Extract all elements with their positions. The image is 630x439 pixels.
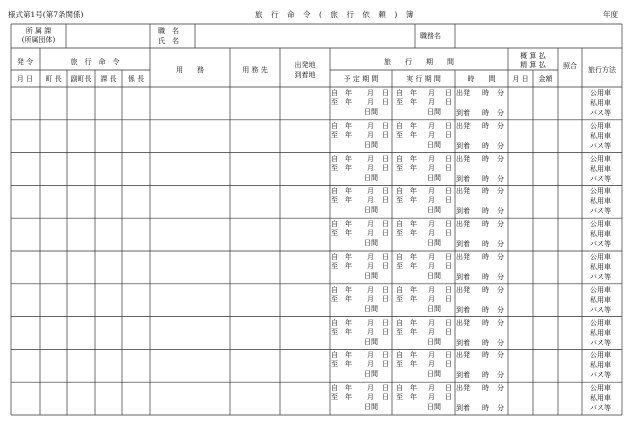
row-field-year: 年 (410, 253, 417, 261)
row-field-minute: 分 (497, 351, 504, 360)
row-field-hour: 時 (482, 109, 489, 117)
row-field-month: 月 (428, 327, 435, 336)
row-field-to: 至 (396, 360, 403, 369)
row-field-hour: 時 (482, 89, 489, 97)
row-field-method-3: バス等 (590, 404, 611, 413)
row-field-month: 月 (367, 253, 374, 261)
row-field-arrive: 到着 (456, 404, 470, 413)
row-field-month: 月 (428, 285, 435, 294)
row-field-depart: 出発 (456, 187, 470, 196)
row-field-year: 年 (410, 121, 417, 130)
row-field-year: 年 (345, 121, 352, 130)
row-field-arrive: 到着 (456, 141, 470, 150)
page-title: 旅 行 命 令 ( 旅 行 依 頼 ) 簿 (255, 10, 414, 19)
row-field-day: 日 (382, 130, 389, 139)
row-field-arrive: 到着 (456, 338, 470, 347)
row-field-day: 日 (382, 294, 389, 303)
row-field-minute: 分 (497, 174, 504, 183)
row-field-method-1: 公用車 (590, 384, 611, 393)
row-field-minute: 分 (497, 305, 504, 314)
row-field-to: 至 (396, 327, 403, 336)
row-field-method-2: 私用車 (590, 131, 611, 140)
row-field-days: 日間 (364, 403, 378, 412)
name-label: 氏 名 (158, 37, 179, 45)
row-field-days: 日間 (364, 173, 378, 182)
row-field-to: 至 (331, 229, 338, 238)
job-title-label: 職務名 (420, 32, 441, 40)
row-field-day: 日 (445, 196, 452, 205)
row-field-month: 月 (367, 220, 374, 229)
row-field-day: 日 (382, 154, 389, 163)
row-field-month: 月 (428, 294, 435, 303)
row-field-minute: 分 (497, 285, 504, 294)
row-field-minute: 分 (497, 121, 504, 130)
row-field-method-3: バス等 (590, 109, 611, 117)
row-field-year: 年 (410, 187, 417, 196)
row-field-day: 日 (382, 285, 389, 294)
row-field-month: 月 (428, 360, 435, 369)
row-field-day: 日 (445, 294, 452, 303)
row-field-hour: 時 (482, 404, 489, 413)
row-field-minute: 分 (497, 318, 504, 327)
row-field-arrive: 到着 (456, 207, 470, 216)
row-field-to: 至 (331, 294, 338, 303)
row-field-arrive: 到着 (456, 305, 470, 314)
row-field-days: 日間 (427, 108, 441, 116)
row-field-method-2: 私用車 (590, 328, 611, 337)
row-field-year: 年 (410, 393, 417, 402)
row-field-month: 月 (428, 130, 435, 139)
row-field-minute: 分 (497, 187, 504, 196)
row-field-day: 日 (445, 351, 452, 360)
row-field-minute: 分 (497, 253, 504, 261)
row-field-method-2: 私用車 (590, 361, 611, 370)
row-field-to: 至 (396, 98, 403, 106)
year-label: 年度 (603, 10, 618, 19)
row-field-method-1: 公用車 (590, 318, 611, 327)
row-field-month: 月 (367, 89, 374, 97)
row-field-depart: 出発 (456, 121, 470, 130)
row-field-from: 自 (331, 285, 338, 294)
row-field-year: 年 (410, 163, 417, 172)
row-field-day: 日 (382, 384, 389, 393)
row-field-month: 月 (367, 327, 374, 336)
row-field-arrive: 到着 (456, 109, 470, 117)
row-field-method-2: 私用車 (590, 197, 611, 206)
row-field-days: 日間 (364, 304, 378, 313)
row-field-month: 月 (428, 196, 435, 205)
row-field-month: 月 (428, 98, 435, 106)
row-field-day: 日 (382, 351, 389, 360)
row-field-minute: 分 (497, 384, 504, 393)
row-field-minute: 分 (497, 338, 504, 347)
row-field-month: 月 (428, 163, 435, 172)
row-field-month: 月 (428, 89, 435, 97)
row-field-year: 年 (345, 163, 352, 172)
row-field-method-3: バス等 (590, 174, 611, 183)
row-field-year: 年 (410, 130, 417, 139)
row-field-from: 自 (331, 253, 338, 261)
row-field-method-2: 私用車 (590, 99, 611, 107)
row-field-method-3: バス等 (590, 338, 611, 347)
row-field-depart: 出発 (456, 285, 470, 294)
row-field-from: 自 (396, 187, 403, 196)
row-field-day: 日 (445, 318, 452, 327)
row-field-day: 日 (382, 220, 389, 229)
row-field-from: 自 (331, 351, 338, 360)
row-field-month: 月 (428, 154, 435, 163)
row-field-minute: 分 (497, 154, 504, 163)
row-field-month: 月 (428, 262, 435, 270)
row-field-method-3: バス等 (590, 273, 611, 281)
row-field-month: 月 (367, 163, 374, 172)
row-field-hour: 時 (482, 351, 489, 360)
row-field-year: 年 (345, 220, 352, 229)
row-field-from: 自 (396, 220, 403, 229)
row-field-year: 年 (345, 393, 352, 402)
row-field-minute: 分 (497, 240, 504, 249)
row-field-month: 月 (367, 360, 374, 369)
form-code: 様式第1号(第7条関係) (8, 10, 84, 19)
row-field-to: 至 (331, 393, 338, 402)
row-field-hour: 時 (482, 318, 489, 327)
row-field-method-3: バス等 (590, 207, 611, 216)
row-field-year: 年 (410, 89, 417, 97)
row-field-depart: 出発 (456, 384, 470, 393)
row-field-year: 年 (410, 285, 417, 294)
row-field-from: 自 (331, 384, 338, 393)
row-field-method-1: 公用車 (590, 154, 611, 163)
dept-sub-label: (所属団体) (21, 36, 56, 44)
vice-mayor-header: 副町長 (70, 75, 92, 83)
row-field-arrive: 到着 (456, 240, 470, 249)
row-field-from: 自 (331, 121, 338, 130)
estimate-header: 概 算 払 (520, 52, 546, 60)
row-field-method-2: 私用車 (590, 230, 611, 239)
row-field-to: 至 (396, 196, 403, 205)
row-field-month: 月 (367, 351, 374, 360)
row-field-day: 日 (445, 384, 452, 393)
row-field-month: 月 (367, 187, 374, 196)
row-field-day: 日 (445, 360, 452, 369)
row-field-hour: 時 (482, 220, 489, 229)
row-field-days: 日間 (427, 272, 441, 280)
row-field-year: 年 (410, 154, 417, 163)
row-field-year: 年 (345, 89, 352, 97)
row-field-from: 自 (396, 89, 403, 97)
row-field-month: 月 (428, 229, 435, 238)
row-field-from: 自 (331, 187, 338, 196)
row-field-depart: 出発 (456, 253, 470, 261)
row-field-method-1: 公用車 (590, 187, 611, 196)
row-field-to: 至 (331, 262, 338, 270)
row-field-month: 月 (367, 121, 374, 130)
row-field-year: 年 (410, 196, 417, 205)
row-field-year: 年 (345, 229, 352, 238)
row-field-year: 年 (345, 327, 352, 336)
row-field-month: 月 (428, 220, 435, 229)
row-field-method-2: 私用車 (590, 263, 611, 271)
row-field-day: 日 (382, 163, 389, 172)
row-field-year: 年 (345, 187, 352, 196)
row-field-to: 至 (396, 393, 403, 402)
row-field-day: 日 (445, 163, 452, 172)
row-field-month: 月 (428, 121, 435, 130)
row-field-to: 至 (396, 262, 403, 270)
time-header: 時 間 (467, 75, 496, 83)
row-field-month: 月 (428, 318, 435, 327)
row-field-day: 日 (445, 130, 452, 139)
row-field-hour: 時 (482, 174, 489, 183)
row-field-day: 日 (382, 121, 389, 130)
row-field-method-3: バス等 (590, 141, 611, 150)
row-field-to: 至 (331, 360, 338, 369)
row-field-year: 年 (345, 253, 352, 261)
row-field-days: 日間 (427, 239, 441, 248)
row-field-year: 年 (410, 318, 417, 327)
row-field-to: 至 (331, 163, 338, 172)
row-field-year: 年 (345, 262, 352, 270)
row-field-method-1: 公用車 (590, 89, 611, 97)
row-field-year: 年 (345, 98, 352, 106)
row-field-day: 日 (445, 327, 452, 336)
row-field-days: 日間 (427, 403, 441, 412)
row-field-year: 年 (410, 384, 417, 393)
row-field-from: 自 (396, 318, 403, 327)
row-field-from: 自 (396, 121, 403, 130)
row-field-month: 月 (367, 196, 374, 205)
row-field-method-1: 公用車 (590, 351, 611, 360)
destination-header: 用 務 先 (242, 66, 268, 74)
row-field-month: 月 (367, 318, 374, 327)
planned-header: 予 定 期 間 (343, 75, 379, 83)
row-field-day: 日 (445, 262, 452, 270)
row-field-depart: 出発 (456, 220, 470, 229)
row-field-minute: 分 (497, 404, 504, 413)
row-field-year: 年 (345, 154, 352, 163)
row-field-year: 年 (410, 229, 417, 238)
row-field-day: 日 (445, 154, 452, 163)
row-field-month: 月 (428, 393, 435, 402)
row-field-month: 月 (428, 351, 435, 360)
row-field-method-3: バス等 (590, 371, 611, 380)
row-field-to: 至 (331, 327, 338, 336)
row-field-day: 日 (445, 393, 452, 402)
row-field-minute: 分 (497, 273, 504, 281)
row-field-hour: 時 (482, 121, 489, 130)
row-field-from: 自 (331, 318, 338, 327)
row-field-days: 日間 (427, 370, 441, 379)
row-field-month: 月 (367, 154, 374, 163)
actual-header: 実 行 期 間 (406, 75, 441, 83)
row-field-year: 年 (410, 98, 417, 106)
row-field-days: 日間 (364, 140, 378, 149)
row-field-day: 日 (382, 187, 389, 196)
row-field-hour: 時 (482, 141, 489, 150)
row-field-year: 年 (410, 360, 417, 369)
row-field-hour: 時 (482, 240, 489, 249)
row-field-month: 月 (367, 98, 374, 106)
row-field-days: 日間 (427, 337, 441, 346)
row-field-minute: 分 (497, 220, 504, 229)
month-day-header: 月 日 (512, 75, 529, 83)
arrive-place-header: 到着地 (294, 71, 316, 79)
row-field-from: 自 (396, 351, 403, 360)
row-field-year: 年 (410, 262, 417, 270)
staff-chief-header: 係 長 (127, 75, 145, 83)
row-field-day: 日 (382, 262, 389, 270)
row-field-from: 自 (396, 154, 403, 163)
row-field-from: 自 (331, 154, 338, 163)
row-field-from: 自 (396, 253, 403, 261)
row-field-hour: 時 (482, 371, 489, 380)
row-field-from: 自 (331, 220, 338, 229)
row-field-day: 日 (382, 253, 389, 261)
row-field-to: 至 (331, 98, 338, 106)
row-field-to: 至 (396, 229, 403, 238)
row-field-day: 日 (445, 89, 452, 97)
row-field-minute: 分 (497, 109, 504, 117)
row-field-day: 日 (445, 220, 452, 229)
row-field-day: 日 (382, 196, 389, 205)
section-chief-header: 課 長 (100, 75, 117, 83)
row-field-depart: 出発 (456, 89, 470, 97)
row-field-hour: 時 (482, 338, 489, 347)
settlement-header: 精 算 払 (520, 61, 546, 69)
row-field-days: 日間 (364, 239, 378, 248)
row-field-method-1: 公用車 (590, 253, 611, 261)
row-field-year: 年 (345, 196, 352, 205)
row-field-days: 日間 (427, 304, 441, 313)
row-field-method-3: バス等 (590, 240, 611, 249)
row-field-hour: 時 (482, 384, 489, 393)
row-field-from: 自 (396, 285, 403, 294)
row-field-days: 日間 (364, 108, 378, 116)
row-field-arrive: 到着 (456, 273, 470, 281)
row-field-from: 自 (396, 384, 403, 393)
row-field-day: 日 (445, 187, 452, 196)
dept-label: 所 属 課 (25, 27, 52, 35)
row-field-day: 日 (382, 360, 389, 369)
depart-place-header: 出発地 (294, 61, 316, 69)
row-field-minute: 分 (497, 207, 504, 216)
row-field-method-2: 私用車 (590, 394, 611, 403)
row-field-month: 月 (367, 262, 374, 270)
row-field-year: 年 (410, 294, 417, 303)
row-field-day: 日 (382, 327, 389, 336)
issue-header: 発 令 (16, 58, 34, 66)
row-field-year: 年 (410, 220, 417, 229)
row-field-day: 日 (382, 318, 389, 327)
row-field-month: 月 (367, 393, 374, 402)
check-header: 照合 (563, 62, 577, 70)
business-header: 用 務 (176, 66, 204, 74)
row-field-day: 日 (382, 98, 389, 106)
row-field-to: 至 (396, 130, 403, 139)
row-field-year: 年 (410, 327, 417, 336)
row-field-method-1: 公用車 (590, 285, 611, 294)
row-field-days: 日間 (364, 337, 378, 346)
row-field-days: 日間 (427, 206, 441, 215)
row-field-hour: 時 (482, 207, 489, 216)
row-field-day: 日 (382, 229, 389, 238)
row-field-method-2: 私用車 (590, 164, 611, 173)
row-field-year: 年 (345, 384, 352, 393)
row-field-minute: 分 (497, 141, 504, 150)
row-field-arrive: 到着 (456, 371, 470, 380)
row-field-depart: 出発 (456, 154, 470, 163)
row-field-method-2: 私用車 (590, 295, 611, 304)
row-field-day: 日 (445, 285, 452, 294)
amount-header: 金額 (538, 75, 553, 83)
row-field-year: 年 (345, 351, 352, 360)
row-field-minute: 分 (497, 371, 504, 380)
row-field-day: 日 (445, 253, 452, 261)
row-field-day: 日 (445, 121, 452, 130)
row-field-year: 年 (345, 318, 352, 327)
row-field-year: 年 (345, 130, 352, 139)
date-header: 月 日 (16, 75, 34, 83)
mayor-header: 町 長 (45, 75, 62, 83)
row-field-to: 至 (331, 196, 338, 205)
row-field-minute: 分 (497, 89, 504, 97)
row-field-arrive: 到着 (456, 174, 470, 183)
row-field-hour: 時 (482, 253, 489, 261)
row-field-method-3: バス等 (590, 305, 611, 314)
row-field-depart: 出発 (456, 318, 470, 327)
row-field-month: 月 (428, 253, 435, 261)
method-header: 旅行方法 (588, 66, 616, 74)
row-field-to: 至 (331, 130, 338, 139)
row-field-day: 日 (382, 393, 389, 402)
row-field-days: 日間 (364, 370, 378, 379)
row-field-month: 月 (367, 229, 374, 238)
row-field-from: 自 (331, 89, 338, 97)
travel-order-header: 旅 行 命 令 (70, 58, 120, 66)
row-field-month: 月 (367, 130, 374, 139)
row-field-day: 日 (445, 229, 452, 238)
row-field-hour: 時 (482, 305, 489, 314)
travel-period-header: 旅 行 期 間 (384, 58, 454, 66)
row-field-month: 月 (428, 187, 435, 196)
row-field-year: 年 (345, 285, 352, 294)
row-field-to: 至 (396, 294, 403, 303)
row-field-hour: 時 (482, 154, 489, 163)
row-field-hour: 時 (482, 187, 489, 196)
row-field-day: 日 (445, 98, 452, 106)
row-field-days: 日間 (364, 206, 378, 215)
row-field-day: 日 (382, 89, 389, 97)
row-field-depart: 出発 (456, 351, 470, 360)
row-field-year: 年 (410, 351, 417, 360)
post-label: 職 名 (158, 27, 179, 35)
row-field-days: 日間 (427, 173, 441, 182)
row-field-to: 至 (396, 163, 403, 172)
row-field-days: 日間 (427, 140, 441, 149)
row-field-hour: 時 (482, 273, 489, 281)
row-field-month: 月 (428, 384, 435, 393)
row-field-hour: 時 (482, 285, 489, 294)
row-field-year: 年 (345, 360, 352, 369)
row-field-month: 月 (367, 294, 374, 303)
row-field-method-1: 公用車 (590, 220, 611, 229)
row-field-days: 日間 (364, 272, 378, 280)
row-field-method-1: 公用車 (590, 121, 611, 130)
row-field-year: 年 (345, 294, 352, 303)
row-field-month: 月 (367, 285, 374, 294)
row-field-month: 月 (367, 384, 374, 393)
